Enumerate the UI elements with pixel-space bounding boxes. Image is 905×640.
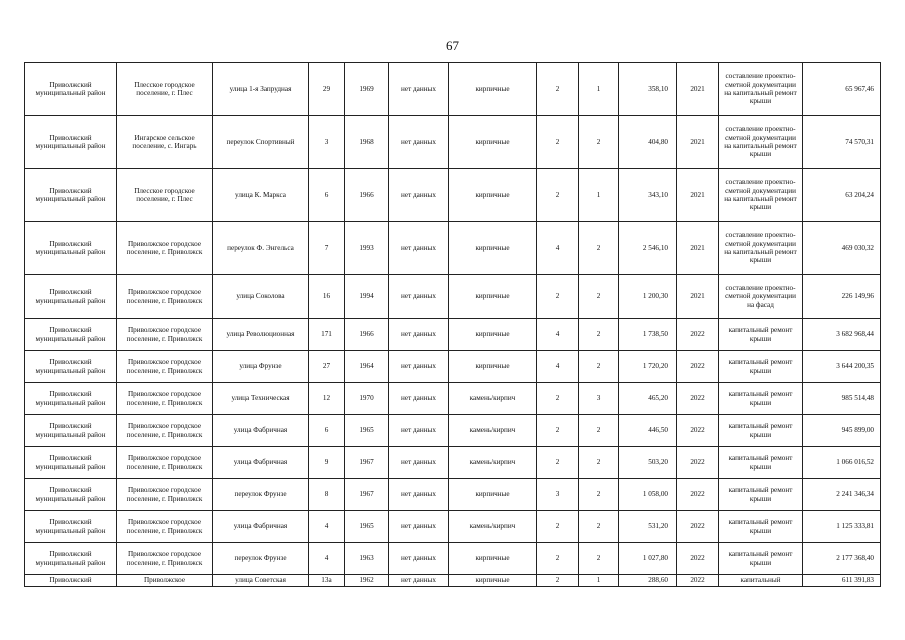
cell-year: 1968 — [345, 116, 389, 169]
cell-entrances: 1 — [579, 575, 619, 587]
cell-house: 6 — [309, 169, 345, 222]
cell-house: 171 — [309, 319, 345, 351]
cell-plan-year: 2021 — [677, 63, 719, 116]
table-row — [25, 275, 881, 319]
cell-work: составление проектно-сметной документации на капитальный ремонт крыши — [719, 63, 803, 116]
cell-cost: 74 570,31 — [803, 116, 881, 169]
cell-work: капитальный ремонт крыши — [719, 383, 803, 415]
cell-work: капитальный ремонт крыши — [719, 447, 803, 479]
cell-settlement: Приволжское городское поселение, г. Приволжск — [117, 351, 213, 383]
cell-settlement: Ингарское сельское поселение, с. Ингарь — [117, 116, 213, 169]
cell-cost: 1 066 016,52 — [803, 447, 881, 479]
cell-year: 1967 — [345, 479, 389, 511]
cell-walls: камень/кирпич — [449, 415, 537, 447]
cell-house: 29 — [309, 63, 345, 116]
cell-work: капитальный ремонт крыши — [719, 351, 803, 383]
cell-entrances: 2 — [579, 116, 619, 169]
cell-work: капитальный ремонт крыши — [719, 479, 803, 511]
cell-settlement: Приволжское городское поселение, г. Приволжск — [117, 511, 213, 543]
cell-area: 404,80 — [619, 116, 677, 169]
cell-district: Приволжский муниципальный район — [25, 319, 117, 351]
cell-walls: камень/кирпич — [449, 447, 537, 479]
cell-cost: 63 204,24 — [803, 169, 881, 222]
cell-house: 4 — [309, 511, 345, 543]
table-row — [25, 351, 881, 383]
cell-floors: 3 — [537, 479, 579, 511]
cell-cost: 1 125 333,81 — [803, 511, 881, 543]
cell-walls: кирпичные — [449, 575, 537, 587]
cell-year: 1993 — [345, 222, 389, 275]
table-row — [25, 116, 881, 169]
table-row — [25, 319, 881, 351]
cell-area: 343,10 — [619, 169, 677, 222]
cell-street: улица К. Маркса — [213, 169, 309, 222]
cell-area: 1 027,80 — [619, 543, 677, 575]
cell-walls: кирпичные — [449, 275, 537, 319]
page-number: 67 — [446, 38, 459, 53]
cell-plan-year: 2022 — [677, 479, 719, 511]
cell-work: составление проектно-сметной документации на капитальный ремонт крыши — [719, 169, 803, 222]
cell-walls: кирпичные — [449, 351, 537, 383]
cell-settlement: Приволжское городское поселение, г. Приволжск — [117, 543, 213, 575]
cell-entrances: 1 — [579, 63, 619, 116]
cell-entrances: 2 — [579, 275, 619, 319]
cell-floors: 2 — [537, 116, 579, 169]
cell-street: переулок Ф. Энгельса — [213, 222, 309, 275]
cell-settlement: Плесское городское поселение, г. Плес — [117, 169, 213, 222]
cell-floors: 2 — [537, 383, 579, 415]
cell-work: составление проектно-сметной документации на фасад — [719, 275, 803, 319]
cell-settlement: Плесское городское поселение, г. Плес — [117, 63, 213, 116]
cell-entrances: 3 — [579, 383, 619, 415]
cell-data: нет данных — [389, 415, 449, 447]
cell-settlement: Приволжское городское поселение, г. Приволжск — [117, 222, 213, 275]
cell-year: 1963 — [345, 543, 389, 575]
cell-plan-year: 2022 — [677, 351, 719, 383]
cell-work: капитальный ремонт крыши — [719, 415, 803, 447]
table-row — [25, 415, 881, 447]
cell-plan-year: 2022 — [677, 383, 719, 415]
cell-district: Приволжский муниципальный район — [25, 222, 117, 275]
cell-house: 8 — [309, 479, 345, 511]
cell-settlement: Приволжское городское поселение, г. Приволжск — [117, 415, 213, 447]
cell-floors: 2 — [537, 169, 579, 222]
cell-area: 1 720,20 — [619, 351, 677, 383]
cell-year: 1966 — [345, 169, 389, 222]
cell-work: капитальный ремонт крыши — [719, 511, 803, 543]
cell-floors: 4 — [537, 222, 579, 275]
cell-street: переулок Фрунзе — [213, 543, 309, 575]
cell-entrances: 1 — [579, 169, 619, 222]
cell-plan-year: 2022 — [677, 447, 719, 479]
cell-data: нет данных — [389, 479, 449, 511]
cell-work: составление проектно-сметной документации на капитальный ремонт крыши — [719, 222, 803, 275]
cell-cost: 985 514,48 — [803, 383, 881, 415]
cell-walls: кирпичные — [449, 543, 537, 575]
cell-plan-year: 2022 — [677, 511, 719, 543]
cell-entrances: 2 — [579, 447, 619, 479]
cell-area: 531,20 — [619, 511, 677, 543]
table-row — [25, 575, 881, 587]
cell-entrances: 2 — [579, 351, 619, 383]
cell-data: нет данных — [389, 447, 449, 479]
housing-repair-table — [24, 62, 881, 587]
cell-street: улица Техническая — [213, 383, 309, 415]
cell-work: капитальный ремонт крыши — [719, 319, 803, 351]
cell-work: составление проектно-сметной документации на капитальный ремонт крыши — [719, 116, 803, 169]
cell-plan-year: 2022 — [677, 543, 719, 575]
cell-walls: кирпичные — [449, 63, 537, 116]
cell-district: Приволжский муниципальный район — [25, 63, 117, 116]
cell-entrances: 2 — [579, 415, 619, 447]
cell-data: нет данных — [389, 222, 449, 275]
cell-district: Приволжский муниципальный район — [25, 383, 117, 415]
cell-house: 27 — [309, 351, 345, 383]
cell-walls: кирпичные — [449, 116, 537, 169]
cell-district: Приволжский муниципальный район — [25, 275, 117, 319]
cell-floors: 4 — [537, 319, 579, 351]
cell-cost: 3 644 200,35 — [803, 351, 881, 383]
cell-district: Приволжский — [25, 575, 117, 587]
cell-cost: 65 967,46 — [803, 63, 881, 116]
cell-walls: кирпичные — [449, 319, 537, 351]
cell-floors: 2 — [537, 543, 579, 575]
cell-work: капитальный ремонт крыши — [719, 543, 803, 575]
table-row — [25, 63, 881, 116]
cell-area: 288,60 — [619, 575, 677, 587]
cell-year: 1970 — [345, 383, 389, 415]
table-row — [25, 543, 881, 575]
cell-data: нет данных — [389, 116, 449, 169]
table-row — [25, 447, 881, 479]
cell-settlement: Приволжское городское поселение, г. Приволжск — [117, 319, 213, 351]
cell-walls: кирпичные — [449, 222, 537, 275]
cell-cost: 945 899,00 — [803, 415, 881, 447]
cell-data: нет данных — [389, 543, 449, 575]
cell-year: 1962 — [345, 575, 389, 587]
table-row — [25, 222, 881, 275]
cell-cost: 3 682 968,44 — [803, 319, 881, 351]
cell-year: 1966 — [345, 319, 389, 351]
cell-street: улица Советская — [213, 575, 309, 587]
cell-walls: камень/кирпич — [449, 511, 537, 543]
cell-district: Приволжский муниципальный район — [25, 116, 117, 169]
cell-work: капитальный — [719, 575, 803, 587]
cell-entrances: 2 — [579, 319, 619, 351]
cell-entrances: 2 — [579, 543, 619, 575]
cell-year: 1969 — [345, 63, 389, 116]
cell-settlement: Приволжское городское поселение, г. Приволжск — [117, 275, 213, 319]
cell-plan-year: 2022 — [677, 319, 719, 351]
cell-street: переулок Фрунзе — [213, 479, 309, 511]
cell-plan-year: 2022 — [677, 575, 719, 587]
cell-street: улица 1-я Запрудная — [213, 63, 309, 116]
cell-street: улица Фрунзе — [213, 351, 309, 383]
cell-data: нет данных — [389, 275, 449, 319]
cell-data: нет данных — [389, 169, 449, 222]
cell-district: Приволжский муниципальный район — [25, 511, 117, 543]
cell-floors: 2 — [537, 447, 579, 479]
cell-data: нет данных — [389, 319, 449, 351]
cell-house: 6 — [309, 415, 345, 447]
cell-area: 503,20 — [619, 447, 677, 479]
cell-area: 2 546,10 — [619, 222, 677, 275]
table-row — [25, 383, 881, 415]
cell-entrances: 2 — [579, 479, 619, 511]
cell-area: 358,10 — [619, 63, 677, 116]
cell-settlement: Приволжское городское поселение, г. Приволжск — [117, 479, 213, 511]
cell-house: 13а — [309, 575, 345, 587]
cell-plan-year: 2021 — [677, 275, 719, 319]
cell-area: 1 200,30 — [619, 275, 677, 319]
cell-street: улица Фабричная — [213, 511, 309, 543]
cell-cost: 226 149,96 — [803, 275, 881, 319]
cell-street: улица Революционная — [213, 319, 309, 351]
cell-floors: 2 — [537, 415, 579, 447]
cell-area: 1 738,50 — [619, 319, 677, 351]
cell-street: улица Соколова — [213, 275, 309, 319]
cell-entrances: 2 — [579, 222, 619, 275]
cell-house: 9 — [309, 447, 345, 479]
cell-street: улица Фабричная — [213, 447, 309, 479]
cell-street: переулок Спортивный — [213, 116, 309, 169]
table-row — [25, 169, 881, 222]
cell-plan-year: 2021 — [677, 169, 719, 222]
cell-area: 1 058,00 — [619, 479, 677, 511]
cell-district: Приволжский муниципальный район — [25, 351, 117, 383]
cell-year: 1965 — [345, 415, 389, 447]
cell-area: 465,20 — [619, 383, 677, 415]
cell-data: нет данных — [389, 351, 449, 383]
cell-year: 1967 — [345, 447, 389, 479]
cell-data: нет данных — [389, 383, 449, 415]
cell-walls: кирпичные — [449, 169, 537, 222]
cell-floors: 2 — [537, 63, 579, 116]
cell-floors: 2 — [537, 575, 579, 587]
cell-data: нет данных — [389, 511, 449, 543]
cell-data: нет данных — [389, 63, 449, 116]
cell-year: 1965 — [345, 511, 389, 543]
cell-floors: 2 — [537, 275, 579, 319]
cell-district: Приволжский муниципальный район — [25, 415, 117, 447]
cell-cost: 2 177 368,40 — [803, 543, 881, 575]
cell-district: Приволжский муниципальный район — [25, 479, 117, 511]
cell-settlement: Приволжское городское поселение, г. Приволжск — [117, 447, 213, 479]
cell-cost: 611 391,83 — [803, 575, 881, 587]
cell-house: 3 — [309, 116, 345, 169]
cell-floors: 4 — [537, 351, 579, 383]
cell-plan-year: 2022 — [677, 415, 719, 447]
cell-area: 446,50 — [619, 415, 677, 447]
cell-walls: камень/кирпич — [449, 383, 537, 415]
cell-house: 4 — [309, 543, 345, 575]
cell-settlement: Приволжское — [117, 575, 213, 587]
cell-house: 12 — [309, 383, 345, 415]
cell-year: 1994 — [345, 275, 389, 319]
cell-cost: 469 030,32 — [803, 222, 881, 275]
cell-entrances: 2 — [579, 511, 619, 543]
cell-district: Приволжский муниципальный район — [25, 447, 117, 479]
cell-plan-year: 2021 — [677, 222, 719, 275]
cell-settlement: Приволжское городское поселение, г. Приволжск — [117, 383, 213, 415]
table-row — [25, 511, 881, 543]
cell-data: нет данных — [389, 575, 449, 587]
cell-walls: кирпичные — [449, 479, 537, 511]
cell-year: 1964 — [345, 351, 389, 383]
cell-street: улица Фабричная — [213, 415, 309, 447]
cell-plan-year: 2021 — [677, 116, 719, 169]
cell-district: Приволжский муниципальный район — [25, 169, 117, 222]
cell-house: 16 — [309, 275, 345, 319]
table-row — [25, 479, 881, 511]
cell-house: 7 — [309, 222, 345, 275]
cell-floors: 2 — [537, 511, 579, 543]
cell-cost: 2 241 346,34 — [803, 479, 881, 511]
cell-district: Приволжский муниципальный район — [25, 543, 117, 575]
